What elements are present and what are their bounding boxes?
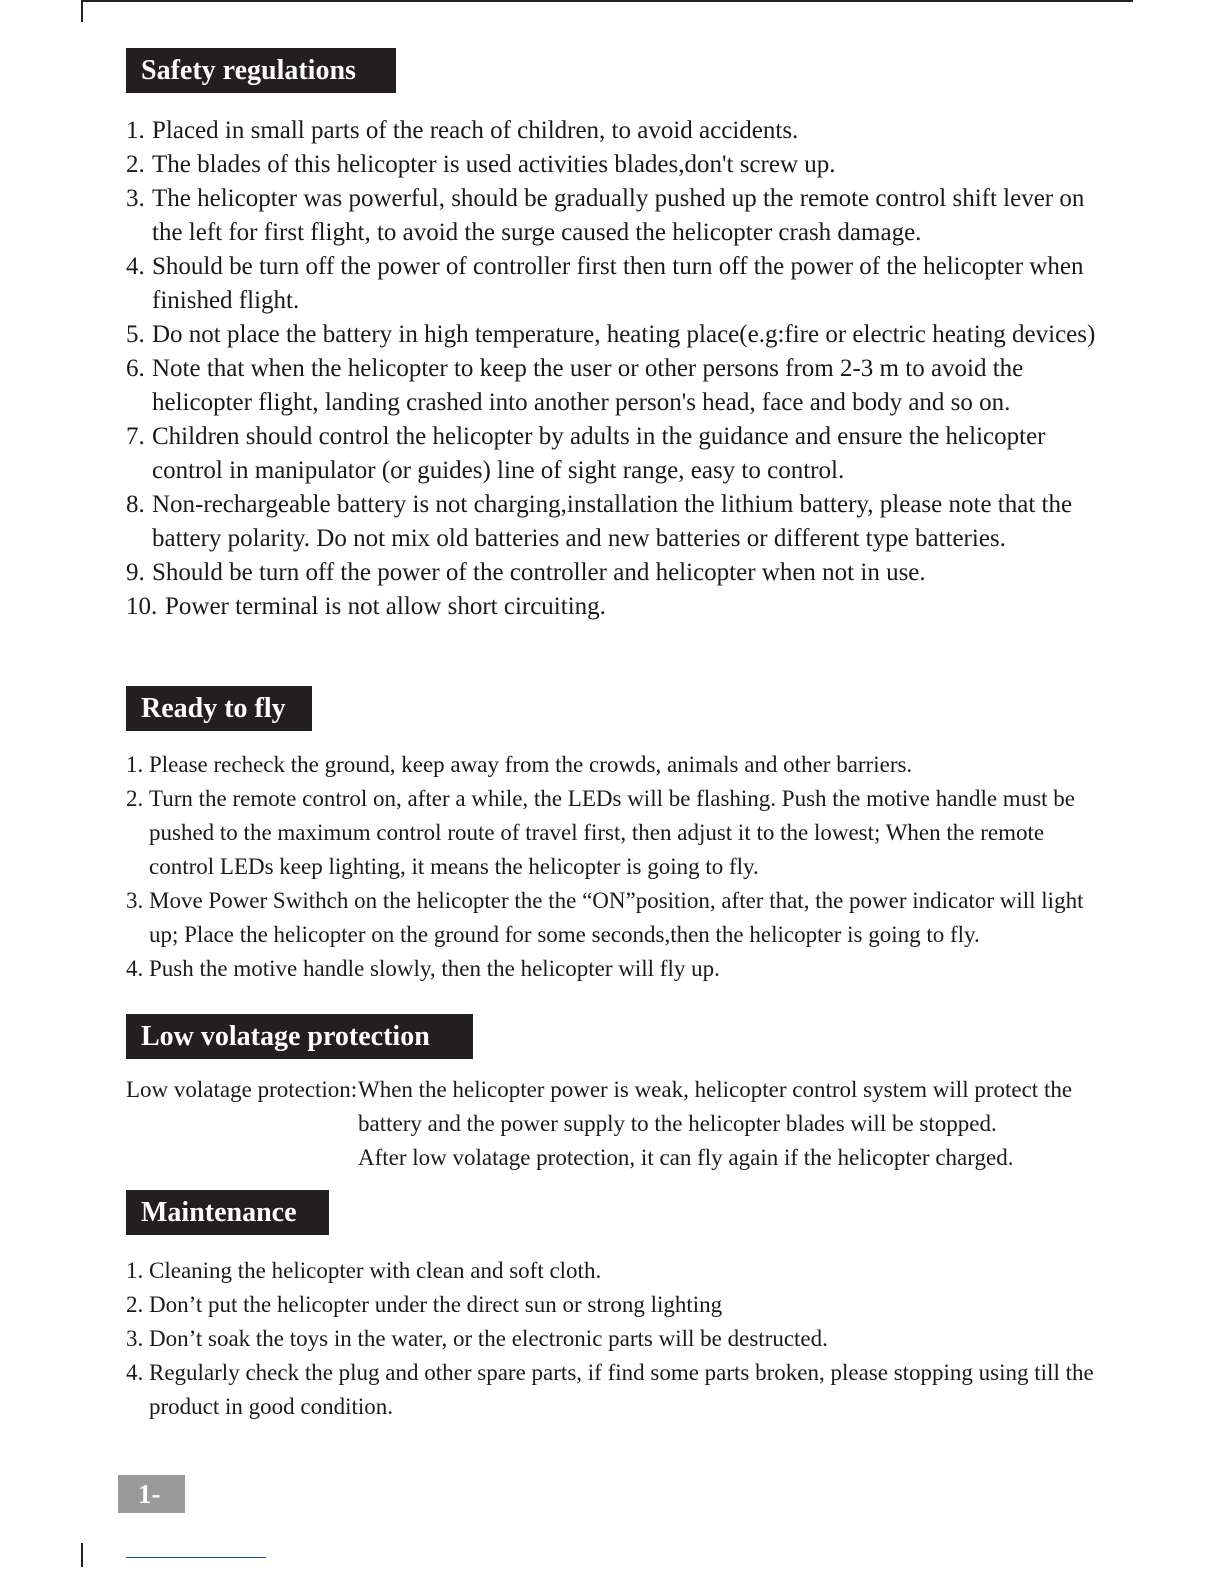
top-border-line [81,0,1133,2]
list-item [126,1288,1106,1322]
item-text: Regularly check the plug and other spare parts, if find some parts broken, please stopping using till the product in good condition. [149,1360,1094,1419]
list-item [126,182,1106,250]
item-text: Don’t soak the toys in the water, or the electronic parts will be destructed. [149,1326,828,1351]
item-number: 5. [126,321,145,348]
item-text: Move Power Swithch on the helicopter the the “ON”position, after that, the power indicator will light up; Place the helicopter on the ground for some seconds,then the helicopter is going to fly. [149,888,1084,947]
item-text: Power terminal is not allow short circuiting. [165,593,606,620]
crop-mark-top [81,0,83,22]
list-item [126,488,1106,556]
low-voltage-body [358,1073,1078,1175]
list-item [126,250,1106,318]
list-item [126,590,1106,624]
item-number: 4. [126,253,145,280]
item-text: Turn the remote control on, after a while, the LEDs will be flashing. Push the motive handle must be pushed to the maximum control route of travel first, then adjust it to the lowest; When the remote control LEDs keep lighting, it means the helicopter is going to fly. [149,786,1075,879]
footer-rule [126,1557,266,1558]
item-text: Do not place the battery in high temperature, heating place(e.g:fire or electric heating devices) [152,321,1096,348]
item-number: 3. [126,1326,144,1351]
item-text: Should be turn off the power of the controller and helicopter when not in use. [152,559,926,586]
item-text: Children should control the helicopter by adults in the guidance and ensure the helicopter control in manipulator (or guides) line of sight range, easy to control. [152,423,1046,484]
item-number: 10. [126,593,158,620]
list-item [126,1322,1106,1356]
item-text: Note that when the helicopter to keep the user or other persons from 2-3 m to avoid the helicopter flight, landing crashed into another person's head, face and body and so on. [152,355,1024,416]
item-text: Should be turn off the power of controller first then turn off the power of the helicopter when finished flight. [152,253,1084,314]
item-text: Please recheck the ground, keep away from the crowds, animals and other barriers. [149,752,913,777]
heading-safety-regulations: Safety regulations [126,48,396,93]
item-number: 8. [126,491,145,518]
item-number: 2. [126,786,144,811]
item-text: The blades of this helicopter is used activities blades,don't screw up. [152,151,836,178]
item-number: 4. [126,956,144,981]
list-item [126,318,1106,352]
paragraph-line: After low volatage protection, it can fly again if the helicopter charged. [358,1145,1014,1170]
item-text: Push the motive handle slowly, then the helicopter will fly up. [149,956,720,981]
ready-to-fly-list [126,748,1106,986]
list-item [126,1254,1106,1288]
item-text: Don’t put the helicopter under the direct sun or strong lighting [149,1292,723,1317]
heading-maintenance: Maintenance [126,1190,329,1235]
item-number: 4. [126,1360,144,1385]
item-number: 1. [126,117,145,144]
item-text: Placed in small parts of the reach of children, to avoid accidents. [152,117,799,144]
list-item [126,556,1106,590]
paragraph-line: When the helicopter power is weak, helicopter control system will protect the [358,1077,1073,1102]
list-item [126,884,1106,952]
list-item [126,952,1106,986]
item-number: 6. [126,355,145,382]
item-number: 9. [126,559,145,586]
low-voltage-label: Low volatage protection: [126,1077,358,1102]
list-item [126,352,1106,420]
list-item [126,782,1106,884]
list-item [126,114,1106,148]
item-number: 3. [126,888,144,913]
item-number: 2. [126,1292,144,1317]
list-item [126,748,1106,782]
heading-ready-to-fly: Ready to fly [126,686,312,731]
list-item [126,420,1106,488]
crop-mark-bottom [81,1543,83,1567]
item-number: 3. [126,185,145,212]
safety-regulations-list [126,114,1106,624]
item-text: Non-rechargeable battery is not charging,installation the lithium battery, please note that the battery polarity. Do not mix old batteries and new batteries or different type batteries. [152,491,1073,552]
item-number: 1. [126,1258,144,1283]
maintenance-list [126,1254,1106,1424]
item-number: 7. [126,423,145,450]
item-number: 2. [126,151,145,178]
item-text: The helicopter was powerful, should be gradually pushed up the remote control shift lever on the left for first flight, to avoid the surge caused the helicopter crash damage. [152,185,1085,246]
item-number: 1. [126,752,144,777]
list-item [126,148,1106,182]
page-number-badge: 1- [118,1475,185,1513]
list-item [126,1356,1106,1424]
item-text: Cleaning the helicopter with clean and soft cloth. [149,1258,602,1283]
paragraph-line: battery and the power supply to the helicopter blades will be stopped. [358,1111,997,1136]
heading-low-voltage-protection: Low volatage protection [126,1014,473,1059]
